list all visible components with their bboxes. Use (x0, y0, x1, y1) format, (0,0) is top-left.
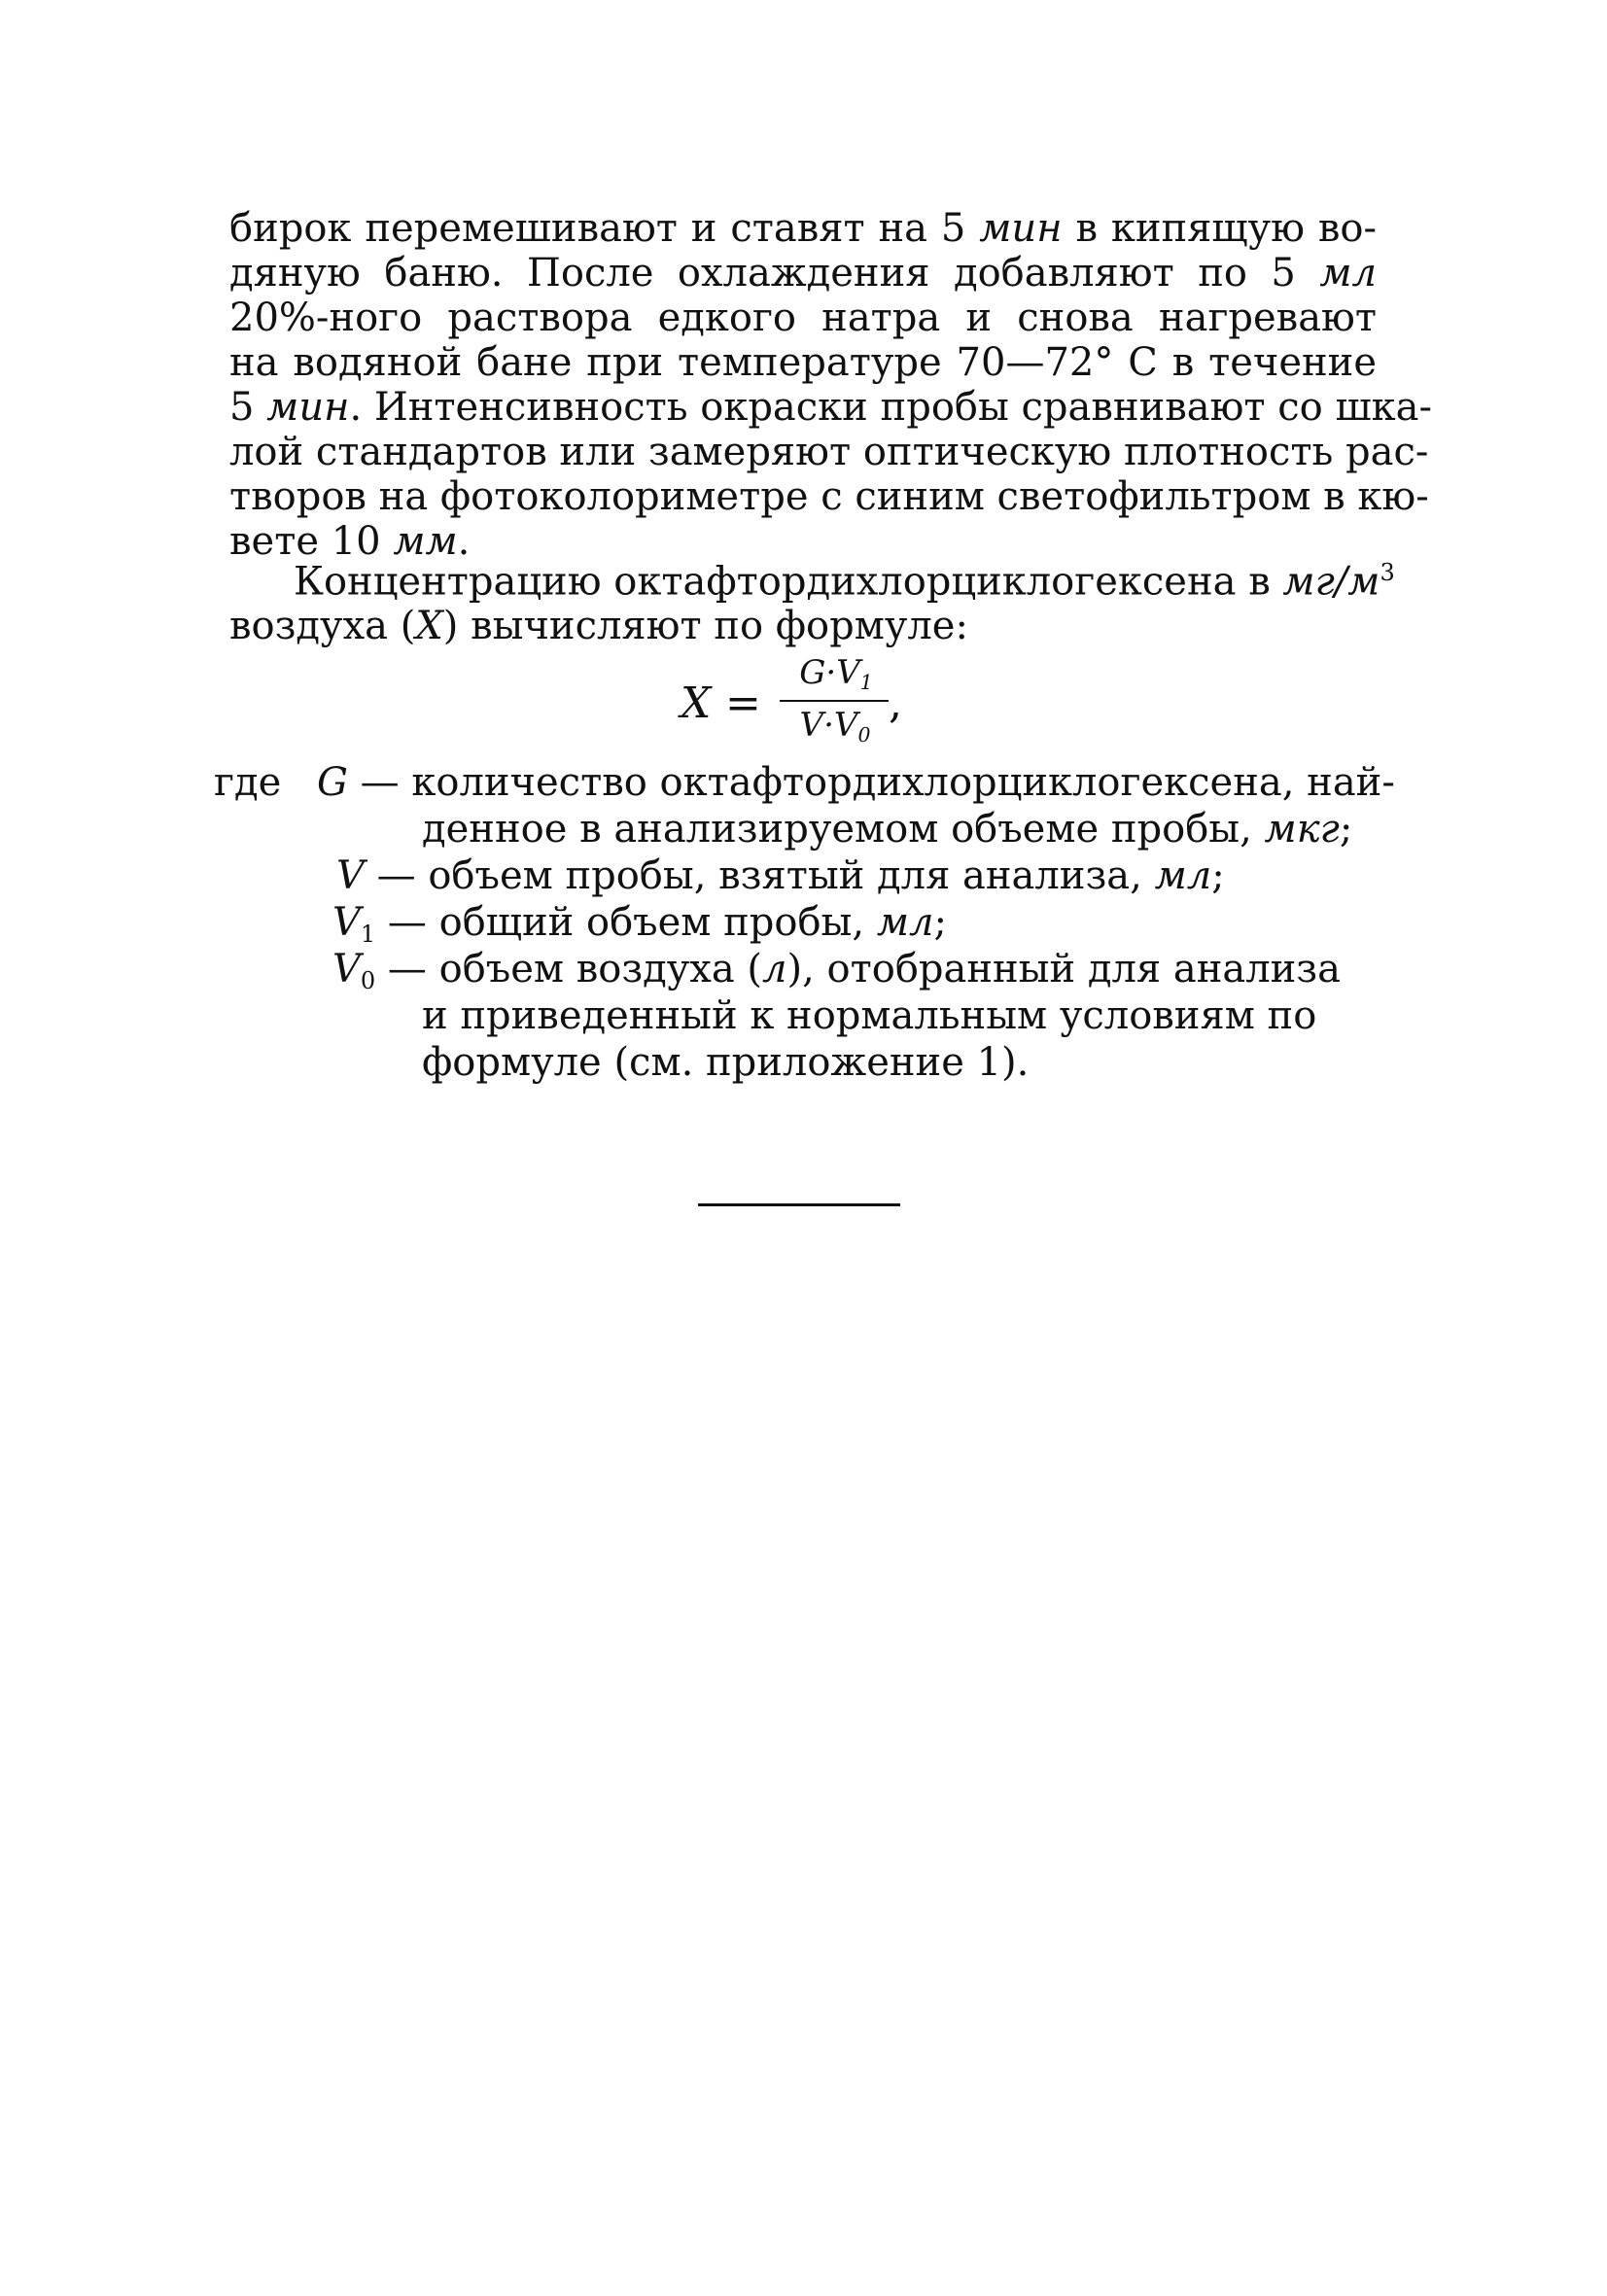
text-line: 5 мин. Интенсивность окраски пробы сравнивают со шка- (229, 385, 1433, 430)
legend-item: формуле (см. приложение 1). (422, 1040, 1030, 1085)
formula-lhs: X (681, 678, 712, 728)
text-line: Концентрацию октафтордихлорциклогексена в $мг/м^3$ (294, 559, 1395, 605)
legend-item: $V_0$ — объем воздуха (л), отобранный для анализа (332, 947, 1341, 995)
legend-item: и приведенный к нормальным условиям по (422, 993, 1317, 1038)
legend-item: денное в анализируемом объеме пробы, мкг; (422, 807, 1353, 852)
section-divider (698, 1203, 900, 1206)
legend-item: V — объем пробы, взятый для анализа, мл; (336, 853, 1225, 898)
text-line: вете 10 мм. (229, 519, 471, 564)
legend-item: $V_1$ — общий объем пробы, мл; (332, 900, 947, 949)
paragraph-procedure (229, 206, 1433, 564)
legend-item: G — количество октафтордихлорциклогексена, най- (317, 760, 1395, 805)
text-line: дяную баню. После охлаждения добавляют по 5 мл (229, 251, 1377, 296)
text-line: творов на фотоколориметре с синим светофильтром в кю- (229, 474, 1429, 519)
formula-numerator: $G\cdot V_1$ (799, 653, 873, 695)
formula (681, 653, 943, 760)
text-line: воздуха (X) вычисляют по формуле: (229, 604, 968, 649)
formula-equals: = (725, 678, 761, 728)
legend-where: где (214, 760, 282, 805)
fraction-bar (780, 700, 889, 702)
paragraph-concentration (229, 550, 1395, 649)
formula-comma: , (889, 678, 902, 728)
text-line: бирок перемешивают и ставят на 5 мин в кипящую во- (229, 206, 1377, 251)
text-line: лой стандартов или замеряют оптическую плотность рас- (229, 430, 1429, 474)
text-line: 20%-ного раствора едкого натра и снова нагревают (229, 296, 1377, 340)
formula-denominator: $V\cdot V_0$ (799, 706, 871, 748)
text-line: на водяной бане при температуре 70—72° С в течение (229, 340, 1377, 385)
